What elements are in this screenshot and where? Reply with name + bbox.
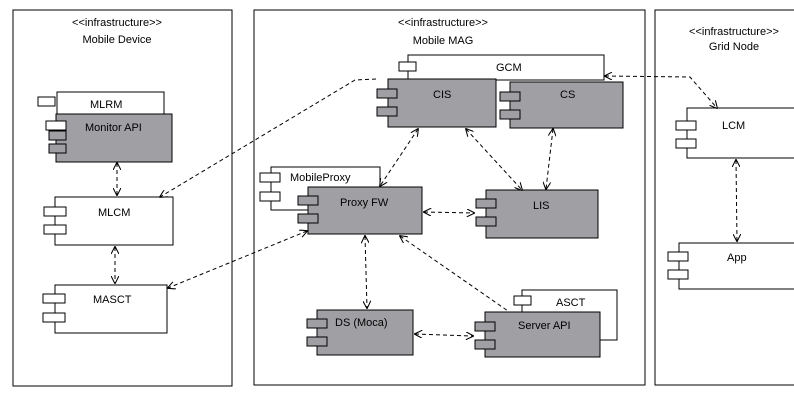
- node-grid-node: [655, 10, 794, 385]
- ds-moca-label: DS (Moca): [335, 317, 388, 329]
- component-cs: [500, 82, 623, 128]
- monitor-api-label: Monitor API: [85, 122, 142, 134]
- masct-label: MASCT: [93, 294, 132, 306]
- proxy-fw-label: Proxy FW: [340, 197, 389, 209]
- grid-node-stereotype: <<infrastructure>>: [689, 26, 779, 38]
- mobile-mag-title: Mobile MAG: [412, 35, 474, 47]
- component-gcm: [399, 55, 604, 80]
- lis-label: LIS: [533, 200, 550, 212]
- component-ds-moca: [307, 310, 413, 355]
- component-monitor-api: [46, 114, 172, 162]
- component-mlcm: [44, 197, 173, 245]
- component-masct: [43, 285, 167, 333]
- grid-node-title: Grid Node: [708, 41, 760, 53]
- asct-label: ASCT: [556, 297, 586, 309]
- lcm-label: LCM: [722, 120, 746, 132]
- mlrm-label: MLRM: [90, 99, 123, 111]
- mobile-mag-stereotype: <<infrastructure>>: [398, 17, 488, 29]
- component-app: [668, 243, 794, 289]
- app-label: App: [727, 252, 747, 264]
- component-lcm: [676, 108, 794, 158]
- component-server-api: [475, 312, 600, 357]
- component-mlrm: [38, 92, 164, 116]
- cs-label: CS: [560, 89, 576, 101]
- gcm-label: GCM: [496, 62, 522, 74]
- mobile-device-title: Mobile Device: [82, 34, 152, 46]
- server-api-label: Server API: [518, 320, 571, 332]
- cis-label: CIS: [433, 89, 452, 101]
- component-proxy-fw: [298, 187, 422, 234]
- component-cis: [377, 79, 496, 127]
- mobile-proxy-label: MobileProxy: [290, 172, 351, 184]
- mobile-device-stereotype: <<infrastructure>>: [72, 17, 162, 29]
- component-lis: [476, 190, 598, 238]
- mlcm-label: MLCM: [98, 207, 131, 219]
